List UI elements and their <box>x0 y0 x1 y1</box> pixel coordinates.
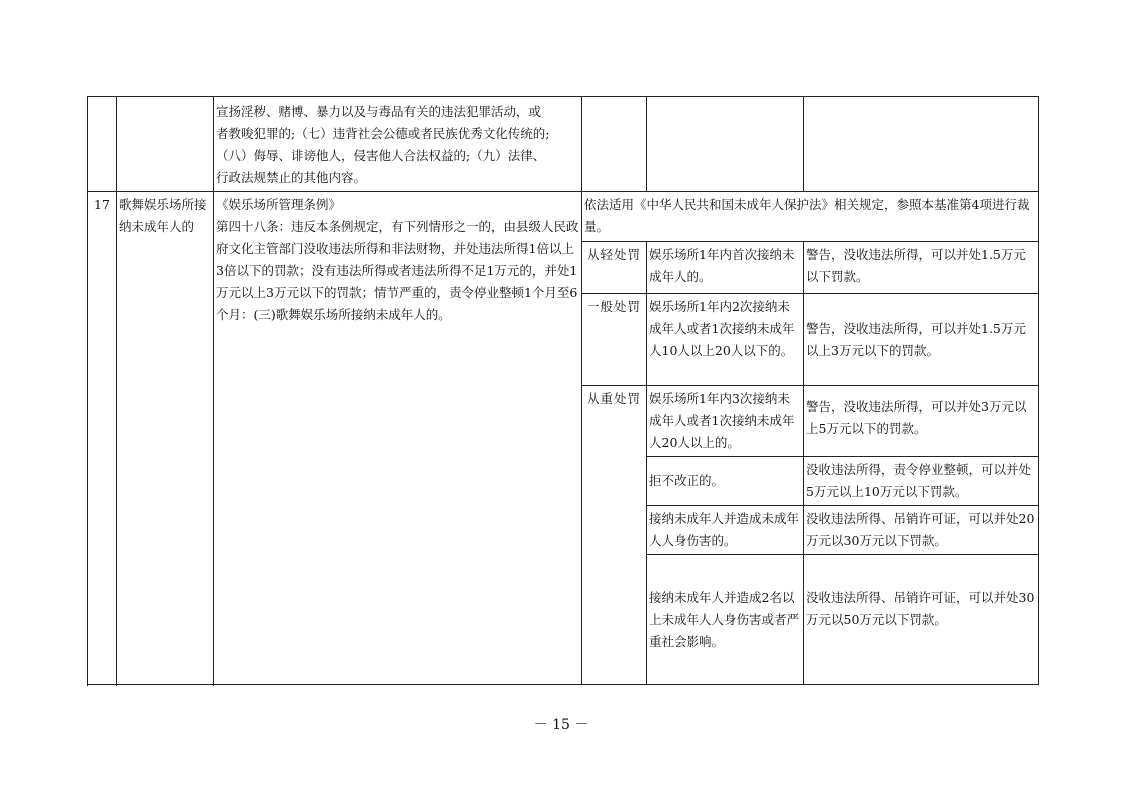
standard-heavy-1: 警告，没收违法所得，可以并处3万元以上5万元以下的罚款。 <box>804 386 1039 457</box>
level-heavy: 从重处罚 <box>582 386 647 685</box>
basis-cell-continued <box>214 97 582 192</box>
legal-basis-text: 第四十八条：违反本条例规定，有下列情形之一的，由县级人民政府文化主管部门没收违法所得和非法财物，并处违法所得1倍以上3倍以下的罚款；没有违法所得或者违法所得不足1万元的，并处1万元以上3万元以下的罚款；情节严重的，责令停业整顿1个月至6个月：(三)歌舞娱乐场所接纳未成年人的。 <box>216 219 579 322</box>
standard-heavy-2: 没收违法所得，责令停业整顿，可以并处5万元以上10万元以下罚款。 <box>804 457 1039 506</box>
condition-general: 娱乐场所1年内2次接纳未成年人或者1次接纳未成年人10人以上20人以下的。 <box>647 294 804 386</box>
basis-line: 者教唆犯罪的;（七）违背社会公德或者民族优秀文化传统的; <box>216 126 550 141</box>
basis-line: （八）侮辱、诽谤他人，侵害他人合法权益的;（九）法律、 <box>216 148 546 163</box>
standard-general: 警告，没收违法所得，可以并处1.5万元以上3万元以下的罚款。 <box>804 294 1039 386</box>
basis-line: 宣扬淫秽、赌博、暴力以及与毒品有关的违法犯罪活动，或 <box>216 104 542 119</box>
legal-basis <box>214 192 582 685</box>
standard-cell-empty <box>804 97 1039 192</box>
condition-heavy-3: 接纳未成年人并造成未成年人人身伤害的。 <box>647 506 804 555</box>
item-number: 17 <box>88 192 117 685</box>
illegal-behavior: 歌舞娱乐场所接纳未成年人的 <box>117 192 214 685</box>
legal-basis-title: 《娱乐场所管理条例》 <box>216 197 342 212</box>
standard-light: 警告，没收违法所得，可以并处1.5万元以下罚款。 <box>804 242 1039 294</box>
condition-cell-empty <box>647 97 804 192</box>
table-row-continuation <box>88 97 1039 192</box>
level-cell-empty <box>582 97 647 192</box>
standard-heavy-4: 没收违法所得、吊销许可证，可以并处30万元以50万元以下罚款。 <box>804 555 1039 685</box>
standard-heavy-3: 没收违法所得、吊销许可证，可以并处20万元以30万元以下罚款。 <box>804 506 1039 555</box>
condition-heavy-2: 拒不改正的。 <box>647 457 804 506</box>
application-note: 依法适用《中华人民共和国未成年人保护法》相关规定，参照本基准第4项进行裁量。 <box>582 192 1039 242</box>
level-light: 从轻处罚 <box>582 242 647 294</box>
page-number: － 15 － <box>533 717 589 733</box>
table-row-17 <box>88 192 1039 242</box>
level-general: 一般处罚 <box>582 294 647 386</box>
no-cell-empty <box>88 97 117 192</box>
condition-heavy-4: 接纳未成年人并造成2名以上未成年人人身伤害或者严重社会影响。 <box>647 555 804 685</box>
condition-light: 娱乐场所1年内首次接纳未成年人的。 <box>647 242 804 294</box>
behavior-cell-empty <box>117 97 214 192</box>
discretion-standard-table <box>87 96 1039 685</box>
basis-line: 行政法规禁止的其他内容。 <box>216 170 367 185</box>
condition-heavy-1: 娱乐场所1年内3次接纳未成年人或者1次接纳未成年人20人以上的。 <box>647 386 804 457</box>
